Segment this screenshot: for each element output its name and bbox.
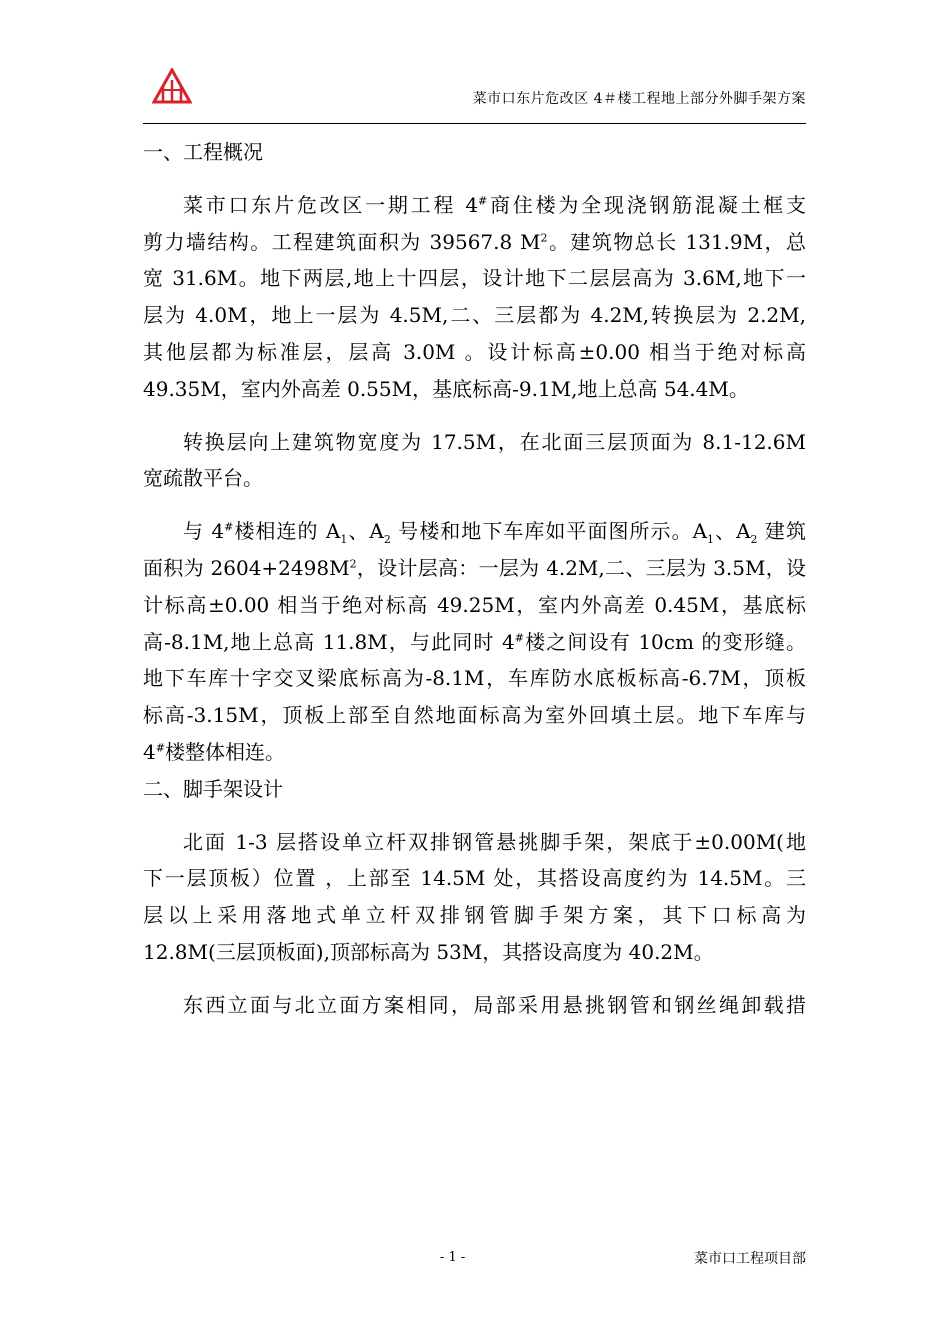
paragraph-line: 菜市口东片危改区一期工程 4#商住楼为全现浇钢筋混凝土框支 [183,192,806,217]
paragraph-line: 层为 4.0M，地上一层为 4.5M,二、三层都为 4.2M,转换层为 2.2M, [143,303,806,328]
paragraph-line: 12.8M(三层顶板面),顶部标高为 53M，其搭设高度为 40.2M。 [143,939,714,964]
section-heading-scaffold-design: 二、脚手架设计 [143,776,283,801]
section-heading-overview: 一、工程概况 [143,140,263,164]
paragraph-line: 转换层向上建筑物宽度为 17.5M，在北面三层顶面为 8.1-12.6M [183,429,806,454]
paragraph-line: 与 4#楼相连的 $A_1$、$A_2$ 号楼和地下车库如平面图所示。$A_1$、$A_2$ 建筑 [183,519,806,547]
document-body [143,134,806,1024]
paragraph-line: 宽 31.6M。地下两层,地上十四层，设计地下二层层高为 3.6M,地下一 [143,266,806,291]
paragraph-line: 东西立面与北立面方案相同，局部采用悬挑钢管和钢丝绳卸载措 [183,992,806,1017]
company-logo-icon [152,68,192,104]
paragraph-line: 北面 1-3 层搭设单立杆双排钢管悬挑脚手架，架底于±0.00M(地 [183,829,806,854]
paragraph-line: 宽疏散平台。 [143,466,263,491]
paragraph-line: 标高-3.15M，顶板上部至自然地面标高为室外回填土层。地下车库与 [143,703,806,728]
paragraph-line: 计标高±0.00 相当于绝对标高 49.25M，室内外高差 0.45M，基底标 [143,592,806,617]
footer-department: 菜市口工程项目部 [694,1251,806,1267]
paragraph-line: 高-8.1M,地上总高 11.8M，与此同时 4#楼之间设有 10cm 的变形缝。 [143,629,806,654]
paragraph-line: 剪力墙结构。工程建筑面积为 39567.8 $M^2$。建筑物总长 131.9M，总 [143,229,806,254]
paragraph-line: 下一层顶板）位置 ，上部至 14.5M 处，其搭设高度约为 14.5M。三 [143,866,806,891]
paragraph-line: 地下车库十字交叉梁底标高为-8.1M，车库防水底板标高-6.7M，顶板 [143,666,806,691]
paragraph-line: 其他层都为标准层，层高 3.0M 。设计标高±0.00 相当于绝对标高 [143,339,806,364]
paragraph-line: 49.35M，室内外高差 0.55M，基底标高-9.1M,地上总高 54.4M。 [143,376,749,401]
header-divider [143,123,806,124]
paragraph-line: 4#楼整体相连。 [143,739,285,764]
page-number: - 1 - [440,1250,466,1265]
paragraph-line: 层以上采用落地式单立杆双排钢管脚手架方案，其下口标高为 [143,903,806,928]
header-title: 菜市口东片危改区 4＃楼工程地上部分外脚手架方案 [472,91,806,107]
paragraph-line: 面积为 $2604+2498M^2$，设计层高：一层为 4.2M,二、三层为 3.5M，设 [143,555,806,580]
